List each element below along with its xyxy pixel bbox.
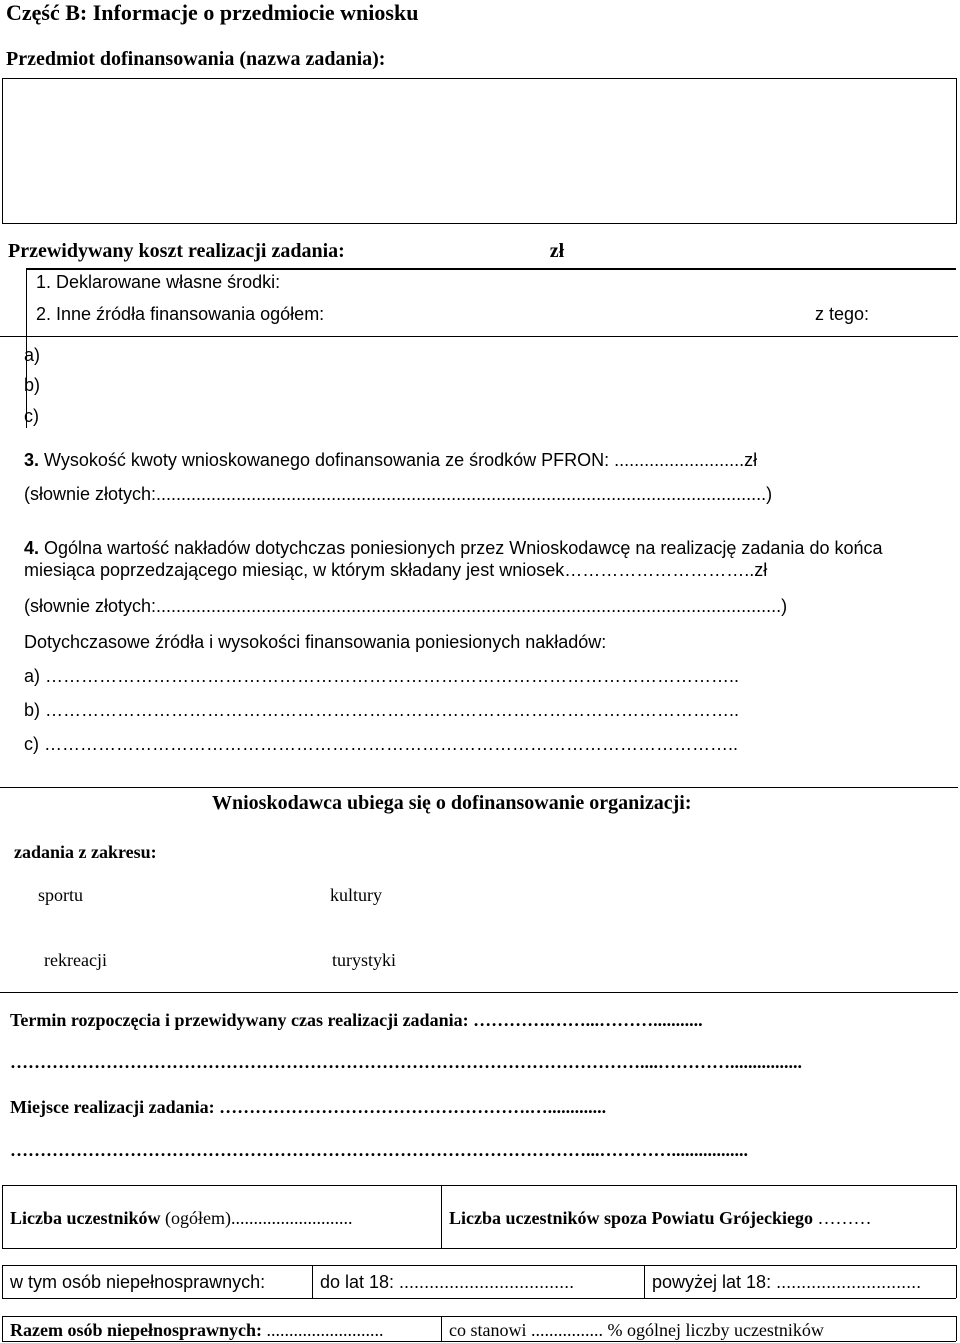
- expenses-row: [24, 538, 883, 559]
- subject-textbox[interactable]: [2, 78, 957, 224]
- participants-disabled-total-dots: ..........................: [262, 1320, 384, 1340]
- cost-row: [8, 240, 564, 263]
- term-label: Termin rozpoczęcia i przewidywany czas realizacji zadania:: [10, 1010, 469, 1030]
- option-sportu[interactable]: [38, 885, 83, 906]
- financing-item-2: 2. Inne źródła finansowania ogółem:: [36, 304, 325, 324]
- expenses-line1: Ogólna wartość nakładów dotychczas poniesionych przez Wnioskodawcę na realizację zadania do końca: [44, 538, 883, 558]
- table-top-border: [2, 1185, 956, 1186]
- expenses-number: 4.: [24, 538, 40, 558]
- pfron-slownie: (słownie złotych:..........................................................................................................................): [24, 484, 773, 504]
- participants-outside-dots: ………: [812, 1208, 872, 1228]
- table-mid-border-2b: [644, 1265, 645, 1298]
- term-row: [10, 1010, 703, 1031]
- table-right-border-3: [956, 1316, 957, 1341]
- term-dots1[interactable]: ………….……...………...........: [473, 1010, 703, 1030]
- option-sportu-label: sportu: [38, 885, 83, 905]
- table-row1-border: [2, 1248, 956, 1249]
- organization-divider: [0, 787, 958, 788]
- table-row3-top-border: [2, 1316, 956, 1317]
- pfron-text: Wysokość kwoty wnioskowanego dofinansowania ze środków PFRON: ..........................zł: [44, 450, 758, 470]
- table-mid-border-2a: [312, 1265, 313, 1298]
- option-turystyki[interactable]: [332, 950, 396, 971]
- financing-divider: [0, 336, 958, 337]
- expenses-source-c: c) ……………………………………………………………………………………………………..: [24, 734, 738, 754]
- pfron-number: 3.: [24, 450, 40, 470]
- option-rekreacji[interactable]: [44, 950, 107, 971]
- option-kultury-label: kultury: [330, 885, 382, 905]
- financing-a: a): [24, 345, 41, 365]
- participants-total[interactable]: [10, 1208, 352, 1229]
- option-kultury[interactable]: [330, 885, 382, 906]
- financing-b: b): [24, 375, 41, 395]
- table-left-border-1: [2, 1185, 3, 1248]
- table-mid-border-3: [441, 1316, 442, 1341]
- place-dots1[interactable]: …………………………………………….….............: [219, 1097, 607, 1117]
- subject-label: Przedmiot dofinansowania (nazwa zadania):: [6, 48, 386, 70]
- participants-outside-label: Liczba uczestników spoza Powiatu Grójeckiego: [449, 1208, 813, 1228]
- organization-scope-label: zadania z zakresu:: [14, 842, 157, 862]
- term-divider-top: [0, 992, 958, 993]
- participants-over18[interactable]: powyżej lat 18: .............................: [652, 1272, 922, 1292]
- cost-label: Przewidywany koszt realizacji zadania:: [8, 240, 345, 262]
- table-right-border-2: [956, 1265, 957, 1298]
- participants-disabled-total-label: Razem osób niepełnosprawnych:: [10, 1320, 263, 1340]
- pfron-row: [24, 450, 757, 471]
- participants-under18[interactable]: do lat 18: ...................................: [320, 1272, 575, 1292]
- table-mid-border-1: [441, 1185, 442, 1248]
- financing-item-1: 1. Deklarowane własne środki:: [36, 272, 281, 292]
- cost-unit: zł: [549, 240, 565, 262]
- financing-c: c): [24, 406, 39, 426]
- page-title: Część B: Informacje o przedmiocie wniosku: [6, 0, 419, 25]
- participants-total-suffix: (ogółem)...........................: [165, 1208, 353, 1228]
- participants-percent[interactable]: co stanowi ................ % ogólnej liczby uczestników: [449, 1320, 824, 1340]
- table-row2-bottom-border: [2, 1298, 956, 1299]
- table-right-border-1: [956, 1185, 957, 1248]
- financing-z-tego: z tego:: [815, 304, 870, 324]
- table-row2-top-border: [2, 1265, 956, 1266]
- expenses-source-b: b) ……………………………………………………………………………………………………..: [24, 700, 740, 720]
- cost-divider: [26, 268, 956, 270]
- place-row: [10, 1097, 606, 1118]
- term-dots2[interactable]: ……………………………………………………………………………………………....…………................: [10, 1052, 802, 1072]
- option-turystyki-label: turystyki: [332, 950, 397, 970]
- place-dots2[interactable]: ……………………………………………………………………………………...………….................: [10, 1140, 748, 1160]
- expenses-sources-label: Dotychczasowe źródła i wysokości finansowania poniesionych nakładów:: [24, 632, 607, 652]
- expenses-slownie: (słownie złotych:.............................................................................................................................): [24, 596, 788, 616]
- organization-title: Wnioskodawca ubiega się o dofinansowanie organizacji:: [212, 792, 692, 814]
- table-left-border-3: [2, 1316, 3, 1341]
- participants-outside[interactable]: [449, 1208, 871, 1229]
- place-label: Miejsce realizacji zadania:: [10, 1097, 215, 1117]
- expenses-source-a: a) ……………………………………………………………………………………………………..: [24, 666, 740, 686]
- option-rekreacji-label: rekreacji: [44, 950, 107, 970]
- participants-total-label: Liczba uczestników: [10, 1208, 161, 1228]
- participants-disabled-label: w tym osób niepełnosprawnych:: [10, 1272, 266, 1292]
- table-bottom-border: [2, 1341, 956, 1342]
- table-left-border-2: [2, 1265, 3, 1298]
- expenses-line2: miesiąca poprzedzającego miesiąc, w którym składany jest wniosek…………………………..zł: [24, 560, 768, 580]
- participants-disabled-total[interactable]: [10, 1320, 384, 1341]
